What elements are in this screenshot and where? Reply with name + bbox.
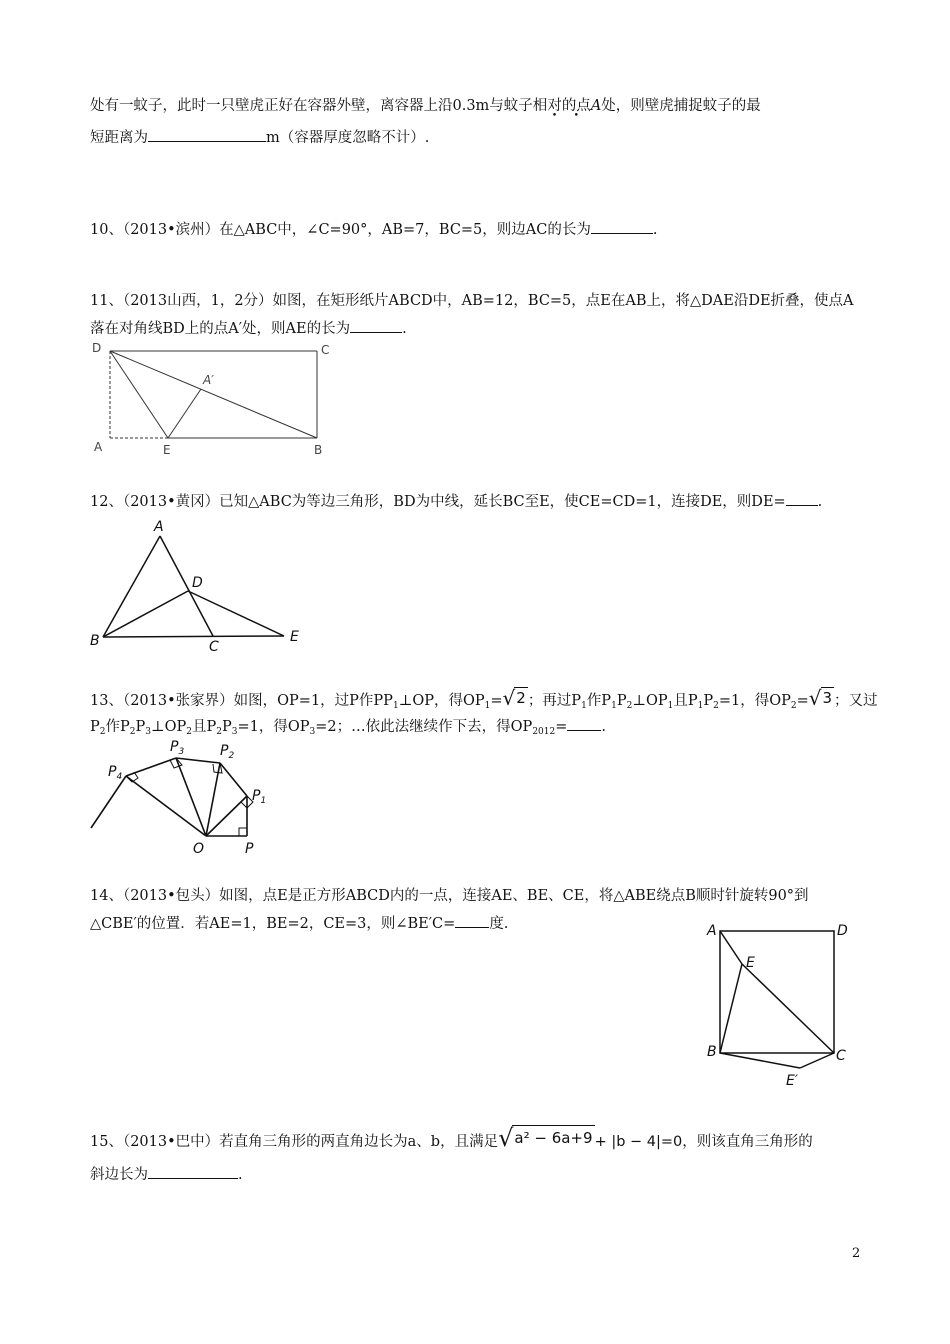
q13-s5: 2 xyxy=(626,701,633,711)
q13-sqrt2: √ 2 xyxy=(502,686,526,710)
q14-segment-ce xyxy=(742,964,834,1053)
q14-line1: 14、（2013•包头）如图，点E是正方形ABCD内的一点，连接AE、BE、CE，将△ABE绕点B顺时针旋转90°到 xyxy=(90,888,809,904)
q12-figure xyxy=(88,515,318,655)
q14-label-e1: E′ xyxy=(786,1073,799,1089)
q10-text: 10、（2013•滨州）在△ABC中，∠C=90°，AB=7，BC=5，则边AC的长为 xyxy=(90,222,591,238)
q13-v4: 2 xyxy=(186,727,193,737)
q14-end: 度. xyxy=(489,916,509,932)
page-number: 2 xyxy=(852,1246,861,1261)
q11-label-d: D xyxy=(92,341,102,355)
q12-answer-blank xyxy=(786,491,818,506)
q13-u1: P xyxy=(90,719,100,735)
q9-text-b: 处，则壁虎捕捉蚊子的最 xyxy=(601,98,761,114)
q13-u5: 且P xyxy=(192,719,217,735)
q13-end: . xyxy=(601,719,606,735)
q14-answer-blank xyxy=(455,913,489,928)
q13-figure xyxy=(88,738,288,858)
q15-end: . xyxy=(238,1167,243,1183)
q13-v7: 3 xyxy=(309,727,316,737)
q11-figure xyxy=(88,340,338,465)
q11-line1: 11、（2013山西，1，2分）如图，在矩形纸片ABCD中，AB=12，BC=5，点E在AB上，将△DAE沿DE折叠，使点A xyxy=(90,293,854,309)
q14-segment-be xyxy=(720,964,742,1053)
q14-label-e: E xyxy=(746,955,755,971)
q13-s8: 2 xyxy=(713,701,719,711)
q9-text-d: m（容器厚度忽略不计）. xyxy=(266,130,430,146)
q9-dotted-char: 对 xyxy=(547,98,562,114)
q13-s9: 2 xyxy=(790,701,797,711)
q13-t8: 且P xyxy=(673,693,698,709)
q14-label-d: D xyxy=(837,923,848,939)
q15-text-a: 15、（2013•巴中）若直角三角形的两直角边长为a、b，且满足 xyxy=(90,1134,499,1150)
q13-label-p4: $P_4$ xyxy=(108,764,123,782)
q14-label-b: B xyxy=(707,1044,717,1060)
q13-v5: 2 xyxy=(216,727,223,737)
q12-segment-de xyxy=(188,591,284,636)
q11-text: 落在对角线BD上的点A′处，则AE的长为 xyxy=(90,321,351,337)
q13-answer-blank xyxy=(567,716,601,731)
q13-sqrt3: √ 3 xyxy=(808,686,833,710)
q13-right-angle-p2 xyxy=(213,763,222,773)
q15-line1 xyxy=(90,1125,813,1154)
q13-sqrt3-value: 3 xyxy=(822,689,833,707)
q13-segment-p3p4 xyxy=(126,758,176,776)
q14-line2 xyxy=(90,913,508,934)
q11-diagonal-db xyxy=(110,351,317,438)
q9-text-c: 短距离为 xyxy=(90,130,148,146)
q13-t4: ；再过P xyxy=(527,693,582,709)
q13-segment-p2p3 xyxy=(176,758,220,763)
q12-end: . xyxy=(817,494,823,510)
q12-label-c: C xyxy=(209,639,219,655)
q13-u4: ⊥OP xyxy=(151,719,187,735)
q13-u6: P xyxy=(222,719,232,735)
q13-t10: =1，得OP xyxy=(718,693,791,709)
q13-u9: = xyxy=(555,719,568,735)
q13-v6: 3 xyxy=(231,727,238,737)
q15-sqrt: √ a² − 6a+9 xyxy=(498,1124,593,1152)
q15-text-b: ，则该直角三角形的 xyxy=(682,1134,813,1150)
q11-line2 xyxy=(90,318,407,339)
q13-u2: 作P xyxy=(105,719,130,735)
q13-s3: 1 xyxy=(581,701,587,711)
q13-curve-tail xyxy=(91,776,126,828)
q13-label-p2: $P_2$ xyxy=(220,743,235,761)
q14-text: △CBE′的位置．若AE=1，BE=2，CE=3，则∠BE′C= xyxy=(90,916,456,932)
q12-line xyxy=(90,491,822,512)
q13-t5: 作P xyxy=(586,693,612,709)
q9-point-a: A xyxy=(590,98,602,114)
q11-end: . xyxy=(402,321,407,337)
q13-t9: P xyxy=(703,693,714,709)
q11-fold-de xyxy=(110,351,168,438)
q14-label-a: A xyxy=(707,923,717,939)
q9-answer-blank xyxy=(148,127,266,142)
q13-t1: 13、（2013•张家界）如图，OP=1，过P作PP xyxy=(90,693,393,709)
q13-t7: ⊥OP xyxy=(632,693,668,709)
q13-s1: 1 xyxy=(392,701,399,711)
q11-label-c: C xyxy=(321,343,330,357)
q15-line2 xyxy=(90,1164,243,1185)
q14-square-abcd xyxy=(720,931,834,1053)
q13-s4: 1 xyxy=(611,701,617,711)
q13-label-p1: $P_1$ xyxy=(252,788,267,806)
q11-label-e: E xyxy=(163,443,171,457)
q12-side-be xyxy=(103,636,284,637)
q13-t3: = xyxy=(490,693,503,709)
q13-label-p3: $P_3$ xyxy=(170,739,185,757)
q14-figure xyxy=(704,918,864,1093)
q10-answer-blank xyxy=(591,219,653,234)
q13-u7: =1，得OP xyxy=(237,719,310,735)
q13-s2: 1 xyxy=(484,701,491,711)
q13-v1: 2 xyxy=(99,727,106,737)
q13-label-p: P xyxy=(245,841,254,857)
q14-segment-ce1 xyxy=(800,1053,834,1068)
q10-line xyxy=(90,219,657,240)
q11-answer-blank xyxy=(350,318,402,333)
q13-s7: 1 xyxy=(697,701,704,711)
q13-t11: = xyxy=(796,693,809,709)
q13-t12: ；又过 xyxy=(834,693,878,709)
q15-abs: + |b − 4|=0 xyxy=(594,1134,683,1150)
q13-s6: 1 xyxy=(667,701,674,711)
q12-text: 12、（2013•黄冈）已知△ABC为等边三角形，BD为中线，延长BC至E，使CE=CD=1，连接DE，则DE= xyxy=(90,494,786,510)
q14-segment-ae xyxy=(720,931,742,964)
q9-line1 xyxy=(90,96,761,116)
q13-v8: 2012 xyxy=(532,727,556,737)
q12-label-a: A xyxy=(154,519,164,535)
q13-t2: ⊥OP，得OP xyxy=(398,693,485,709)
q15-answer-blank xyxy=(148,1164,238,1179)
q11-label-a1: A′ xyxy=(203,373,214,387)
q13-right-angle-p xyxy=(239,828,247,836)
q13-t6: P xyxy=(616,693,627,709)
q15-radicand: a² − 6a+9 xyxy=(512,1125,594,1150)
q13-line1 xyxy=(90,687,878,716)
q11-label-b: B xyxy=(314,443,323,457)
q14-segment-be1 xyxy=(720,1053,800,1068)
q9-line2 xyxy=(90,127,429,148)
q12-label-d: D xyxy=(192,575,203,591)
q12-label-b: B xyxy=(90,633,100,649)
q14-label-c: C xyxy=(836,1048,846,1064)
q13-segment-p1p2 xyxy=(220,763,247,796)
q13-sqrt2-value: 2 xyxy=(516,689,526,707)
q13-u3: P xyxy=(135,719,146,735)
q13-v2: 2 xyxy=(129,727,136,737)
q13-v3: 3 xyxy=(145,727,151,737)
q9-dotted-text: 的点 xyxy=(561,98,591,114)
q9-text-a: 处有一蚊子，此时一只壁虎正好在容器外壁，离容器上沿0.3m与蚊子相 xyxy=(90,98,548,114)
q11-segment-ea1 xyxy=(168,389,201,438)
q13-label-o: O xyxy=(193,841,205,857)
q13-u8: =2；…依此法继续作下去，得OP xyxy=(315,719,533,735)
q12-side-ac xyxy=(160,536,213,636)
q11-label-a: A xyxy=(94,440,103,454)
q15-text-c: 斜边长为 xyxy=(90,1167,148,1183)
q12-label-e: E xyxy=(290,629,299,645)
q10-end: . xyxy=(652,222,658,238)
